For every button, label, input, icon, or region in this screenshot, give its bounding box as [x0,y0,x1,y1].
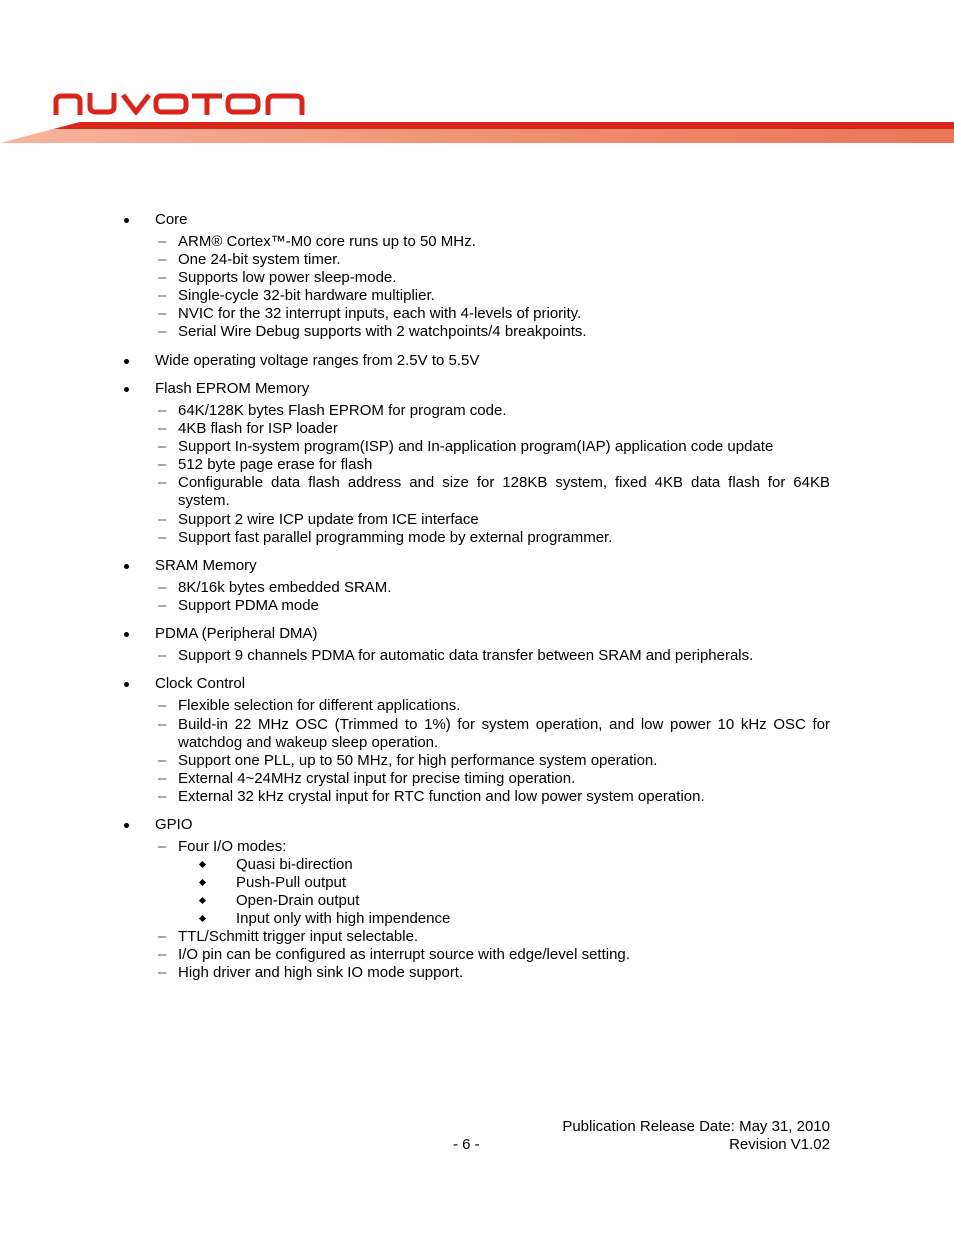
bullet-icon [124,682,129,687]
revision: Revision V1.02 [729,1136,830,1153]
bullet-icon [124,359,129,364]
bullet-icon [124,564,129,569]
publication-release-date: Publication Release Date: May 31, 2010 [562,1118,830,1135]
bullet-icon [124,632,129,637]
diamond-bullet-icon [199,897,206,904]
nuvoton-logo [52,93,308,115]
page-number: - 6 - [453,1136,480,1153]
bullet-icon [124,218,129,223]
bullet-icon [124,387,129,392]
bullet-icon [124,823,129,828]
feature-title: Wide operating voltage ranges from 2.5V to 5.5V [155,352,480,369]
diamond-bullet-icon [199,861,206,868]
feature-title: Clock Control [155,675,246,692]
feature-title: Flash EPROM Memory [155,380,310,397]
header-stripe-cut [0,122,80,143]
feature-title: PDMA (Peripheral DMA) [155,625,318,642]
feature-title: Core [155,211,188,228]
feature-title: GPIO [155,816,193,833]
diamond-bullet-icon [199,879,206,886]
header-stripe-light [0,129,954,143]
feature-title: SRAM Memory [155,557,257,574]
header-stripe-red [0,122,954,129]
diamond-bullet-icon [199,915,206,922]
